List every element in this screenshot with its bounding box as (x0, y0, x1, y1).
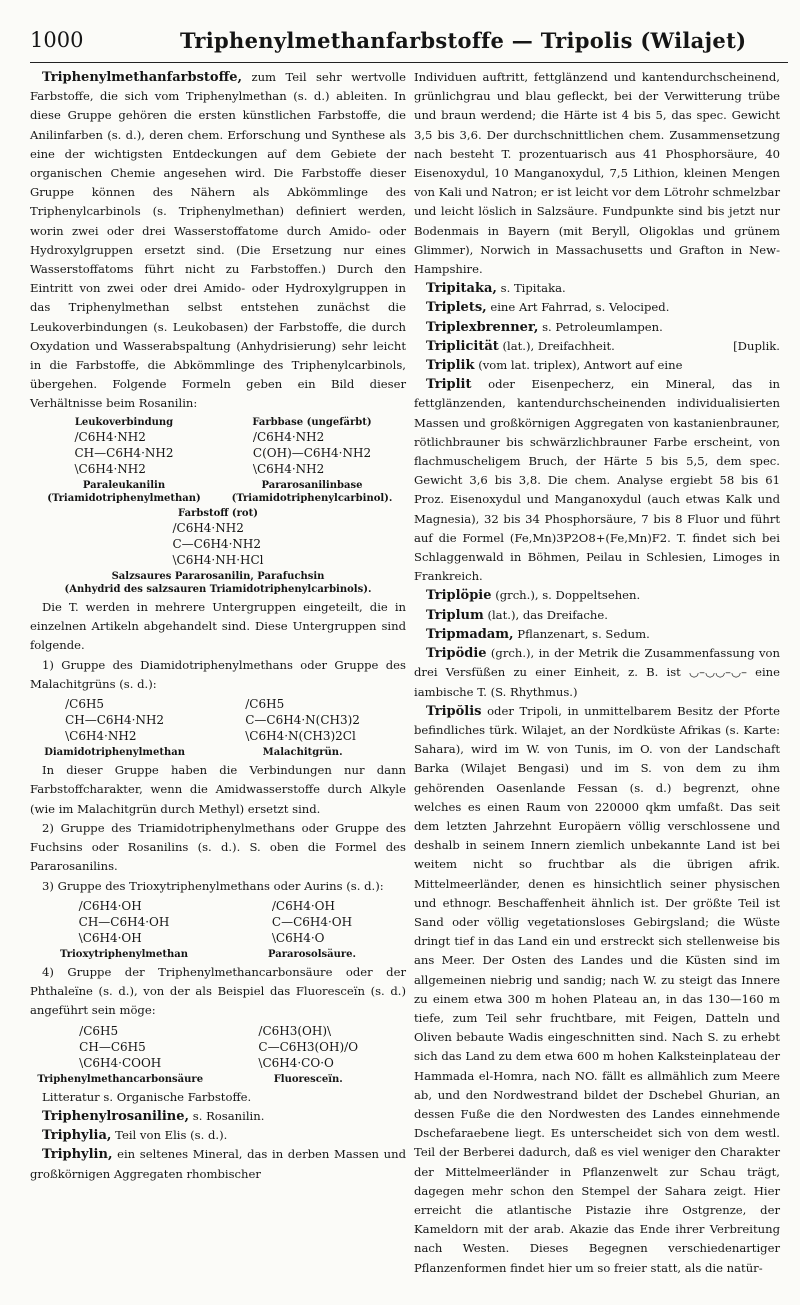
entry-triplit (414, 375, 780, 586)
right-column (414, 68, 780, 1278)
headword: Triplum (426, 607, 484, 623)
formula-line: /C6H4·OH (78, 898, 142, 913)
headword: Tripödie (426, 646, 487, 662)
paragraph: Die T. werden in mehrere Untergruppen eingeteilt, die in einzelnen Artikeln abgehandelt sind. Diese Untergruppen sind folgende. (30, 600, 406, 653)
formula-caption: Leukoverbindung (74, 416, 174, 428)
formula-name: Trioxytriphenylmethan (60, 948, 188, 960)
entry-triphylin (30, 1145, 406, 1183)
formula-farbstoff (30, 507, 406, 596)
paragraph: In dieser Gruppe haben die Verbindungen nur dann Farbstoffcharakter, wenn die Amidwasserstoffe durch Alkyle (wie im Malachitgrün durch Methyl) ersetzt sind. (30, 763, 406, 816)
formula-line: \C6H4·NH2 (65, 729, 137, 744)
formula-line: /C6H5 (245, 697, 285, 712)
entry-triplum (414, 606, 780, 625)
formula-line: \C6H4·NH·HCl (172, 552, 264, 567)
page-header (30, 28, 788, 63)
entry-text: oder Tripoli, in unmittelbarem Besitz der Pforte befindliches türk. Wilajet, an der Nordküste Afrikas (s. Karte: Sahara), wird im W. von Tunis, im O. von der Landschaft Barka (Wilajet Bengasi) und im S. von dem zu ihm gehörenden Oasenlande Fessan (s. d.) begrenzt, ohne welches es einen Raum von 220000 qkm umfaßt. Das seit dem letzten Jahrzehnt Europäern völlig verschlossene und deshalb in seinem Innern ziemlich unbekannte Land ist bei weitem nicht so fruchtbar als die übrigen afrik. Mittelmeerländer, denen es hinsichtlich seiner physischen und ethnogr. Beschaffenheit ähnlich ist. Der größte Teil ist Sand oder völlig vegetationsloses Gebirgsland; die Wüste dringt tief in das Land ein und erstreckt sich stellenweise bis ans Meer. Der Osten des Landes und die Küsten sind im allgemeinen niebrig und sandig; nach W. zu steigt das Innere zu einem etwa 300 m hohen Plateau an, in das 130—160 m tiefe, zum Teil sehr fruchtbare, mit Feigen, Datteln und Oliven bebaute Wadis eingeschnitten sind. Nach S. zu erhebt sich das Land zu dem etwa 600 m hohen Kalksteinplateau der Hammada el-Homra, nach NO. fällt es allmählich zum Meere ab, und den Nordwestrand bildet der Dschebel Ghurian, an dessen Fuße die den Nordwesten des Landes einnehmende Dschefaraebene liegt. Es unterscheidet sich von dem westl. Teil der Berberei dadurch, daß es viel weniger den Charakter der Mittelmeerländer in Pflanzenwelt zur Schau trägt, dagegen mehr schon den Stempel der Sahara zeigt. Hier erreicht die atlantische Pistazie ihre Ostgrenze, der Kameldorn mit der arab. Akazie das Ende ihrer Verbreitung nach Westen. Dieses Begegnen verschiedenartiger Pflanzenformen findet hier um so freier statt, als die natür- (414, 703, 780, 1275)
formula-caption: Farbbase (ungefärbt) (252, 416, 372, 428)
entry-tripodie (414, 644, 780, 702)
entry-triplik (414, 356, 780, 375)
entry-triplopie (414, 586, 780, 605)
entry-triplexbrenner (414, 318, 780, 337)
entry-text: zum Teil sehr wertvolle Farbstoffe, die sich vom Triphenylmethan (s. d.) ableiten. In diese Gruppe gehören die ersten künstlichen Farbstoffe, die Anilinfarben (s. d.), deren chem. Erforschung und Synthese als eine der wichtigsten Entdeckungen auf dem Gebiete der organischen Chemie angesehen wird. Die Farbstoffe dieser Gruppe können des Nähern als Abkömmlinge des Triphenylcarbinols (s. Triphenylmethan) definiert werden, worin zwei oder drei Wasserstoffatome durch Amido- oder Hydroxylgruppen ersetzt sind. (Die Ersetzung nur eines Wasserstoffatoms führt nicht zu Farbstoffen.) Durch den Eintritt von zwei oder drei Amido- oder Hydroxylgruppen in das Triphenylmethan selbst entstehen zunächst die Leukoverbindungen (s. Leukobasen) der Farbstoffe, die durch Oxydation und Wasserabspaltung (Anhydrisierung) sehr leicht in die Farbstoffe, die Abkömmlinge des Triphenylcarbinols, übergehen. Folgende Formeln geben ein Bild dieser Verhältnisse beim Rosanilin: (30, 70, 406, 411)
formula-line: \C6H4·COOH (79, 1055, 162, 1070)
headword: Triplit (426, 377, 472, 393)
page-number: 1000 (30, 28, 84, 52)
formula-line: C—C6H3(OH)/O (258, 1039, 359, 1054)
formula-line: \C6H4·NH2 (252, 461, 325, 476)
formula-line: \C6H4·N(CH3)2Cl (245, 729, 356, 744)
left-column (30, 68, 406, 1184)
formula-line: \C6H4·NH2 (74, 461, 146, 476)
formula-name: Paraleukanilin (82, 479, 166, 491)
formula-line: /C6H3(OH)\ (258, 1023, 332, 1038)
entry-text: eine Art Fahrrad, s. Velociped. (490, 300, 670, 315)
running-title: Triphenylmethanfarbstoffe — Tripolis (Wilajet) (180, 28, 747, 53)
formula-line: /C6H4·NH2 (252, 429, 325, 444)
formula-name: Fluoresceïn. (273, 1073, 343, 1085)
formula-line: /C6H5 (79, 1023, 119, 1038)
entry-text: s. Petroleumlampen. (542, 319, 663, 334)
formula-name: Triphenylmethancarbonsäure (37, 1073, 204, 1085)
headword: Triplexbrenner, (426, 319, 539, 335)
formula-name: Pararosolsäure. (267, 948, 356, 960)
entry-triphenylrosaniline (30, 1107, 406, 1126)
headword: Triphylia, (42, 1128, 112, 1144)
entry-text: Pflanzenart, s. Sedum. (517, 626, 650, 641)
formula-line: \C6H4·CO·O (258, 1055, 334, 1070)
formula-line: CH—C6H4·OH (78, 914, 170, 929)
entry-text: Teil von Elis (s. d.). (115, 1128, 228, 1143)
headword: Triplicität (426, 338, 499, 354)
formula-line: C(OH)—C6H4·NH2 (252, 445, 372, 460)
formula-line: /C6H4·OH (271, 898, 335, 913)
formula-row-malachit (30, 696, 406, 759)
entry-triplets (414, 298, 780, 317)
headword: Triphylin, (42, 1147, 113, 1163)
formula-line: \C6H4·O (271, 930, 325, 945)
entry-text: ein seltenes Mineral, das in derben Massen und großkörnigen Aggregaten rhombischer (30, 1147, 407, 1181)
group-2: 2) Gruppe des Triamidotriphenylmethans oder Gruppe des Fuchsins oder Rosanilins (s. d.). S. oben die Formel des Pararosanilins. (30, 820, 406, 874)
formula-line: /C6H4·NH2 (74, 429, 146, 444)
formula-line: /C6H4·NH2 (172, 520, 244, 535)
formula-line: C—C6H4·N(CH3)2 (245, 713, 360, 728)
headword: Triplets, (426, 300, 487, 316)
formula-line: \C6H4·OH (78, 930, 142, 945)
formula-farbbase (253, 429, 371, 477)
formula-row-rosanilin (30, 416, 406, 505)
formula-name: Salzsaures Pararosanilin, Parafuchsin (111, 571, 325, 583)
formula-line: CH—C6H4·NH2 (65, 713, 165, 728)
formula-name: Diamidotriphenylmethan (44, 747, 185, 759)
formula-row-fluorescein (30, 1023, 406, 1086)
entry-text: s. Tipitaka. (500, 281, 566, 296)
headword: Triplik (426, 358, 475, 374)
formula-caption: Farbstoff (rot) (178, 507, 258, 519)
entry-tail: [Duplik. (733, 338, 780, 353)
formula-line: CH—C6H5 (79, 1039, 146, 1054)
headword: Tripŏlis (426, 703, 482, 719)
entry-triphylia (30, 1126, 406, 1145)
formula-subname: (Anhydrid des salzsauren Triamidotriphenylcarbinols). (64, 584, 372, 596)
entry-text: (grch.), in der Metrik die Zusammenfassung von drei Versfüßen zu einer Einheit, z. B. ist ◡–◡◡–◡– eine iambische T. (S. Rhythmus.) (414, 646, 781, 699)
group-4: 4) Gruppe der Triphenylmethancarbonsäure oder der Phthaleïne (s. d.), von der als Beispiel das Fluoresceïn (s. d.) angeführt sein möge: (30, 964, 406, 1018)
entry-text: (grch.), s. Doppeltsehen. (495, 588, 641, 603)
formula-subname: (Triamidotriphenylcarbinol). (231, 492, 393, 504)
headword: Triphenylmethanfarbstoffe, (42, 70, 243, 85)
entry-tripolis (414, 702, 780, 1278)
entry-text: oder Eisenpecherz, ein Mineral, das in fettglänzenden, kantendurchscheinenden individualisierten Massen und großkörnigen Aggregaten von kastanienbrauner, rötlichbrauner bis schwärzlichbrauner Farbe erscheint, von flachmuscheligem Bruch, der Härte 5 bis 5,5, dem spec. Gewicht 3,6 bis 3,8. Die chem. Analyse ergiebt 58 bis 61 Proz. Eisenoxydul und Manganoxydul (auch etwas Kalk und Magnesia), 32 bis 34 Phosphorsäure, 7 bis 8 Fluor und führt auf die Formel (Fe,Mn)3P2O8+(Fe,Mn)F2. T. findet sich bei Schlaggenwald in Böhmen, Peilau in Schlesien, Limoges in Frankreich. (414, 377, 780, 584)
entry-continuation: Individuen auftritt, fettglänzend und kantendurchscheinend, grünlichgrau und blau gefleckt, bei der Verwitterung trübe und braun werdend; die Härte ist 4 bis 5, das spec. Gewicht 3,5 bis 3,6. Der durchschnittlichen chem. Zusammensetzung nach besteht T. prozentuarisch aus 41 Phosphorsäure, 40 Eisenoxydul, 10 Manganoxydul, 7,5 Lithion, kleinen Mengen von Kali und Natron; er ist leicht vor dem Lötrohr schmelzbar und leicht löslich in Salzsäure. Fundpunkte sind bis jetzt nur Bodenmais in Bayern (mit Beryll, Oligoklas und grünem Glimmer), Norwich in Massachusetts und Grafton in New-Hampshire. (414, 70, 780, 277)
formula-line: C—C6H4·NH2 (172, 536, 261, 551)
group-1: 1) Gruppe des Diamidotriphenylmethans oder Gruppe des Malachitgrüns (s. d.): (30, 657, 406, 691)
entry-triphenylmethanfarbstoffe (30, 68, 406, 414)
entry-text: (vom lat. triplex), Antwort auf eine (478, 358, 683, 373)
literature-note: Litteratur s. Organische Farbstoffe. (42, 1089, 252, 1104)
formula-line: /C6H5 (65, 697, 105, 712)
formula-row-aurin (30, 898, 406, 961)
formula-name: Pararosanilinbase (261, 479, 363, 491)
formula-line: C—C6H4·OH (271, 914, 353, 929)
entry-text: (lat.), das Dreifache. (487, 607, 608, 622)
entry-text: s. Rosanilin. (192, 1108, 265, 1123)
entry-text: (lat.), Dreifachheit. (502, 338, 615, 353)
group-3: 3) Gruppe des Trioxytriphenylmethans oder Aurins (s. d.): (42, 878, 384, 893)
entry-tripitaka (414, 279, 780, 298)
headword: Tripmadam, (426, 626, 514, 642)
headword: Triphenylrosaniline, (42, 1108, 190, 1124)
formula-line: CH—C6H4·NH2 (74, 445, 174, 460)
formula-subname: (Triamidotriphenylmethan) (47, 492, 201, 504)
entry-triplicitaet (414, 337, 780, 356)
headword: Tripitaka, (426, 281, 497, 297)
headword: Triplöpie (426, 588, 492, 604)
formula-name: Malachitgrün. (262, 747, 343, 759)
entry-tripmadam (414, 625, 780, 644)
formula-leuko (75, 429, 174, 477)
